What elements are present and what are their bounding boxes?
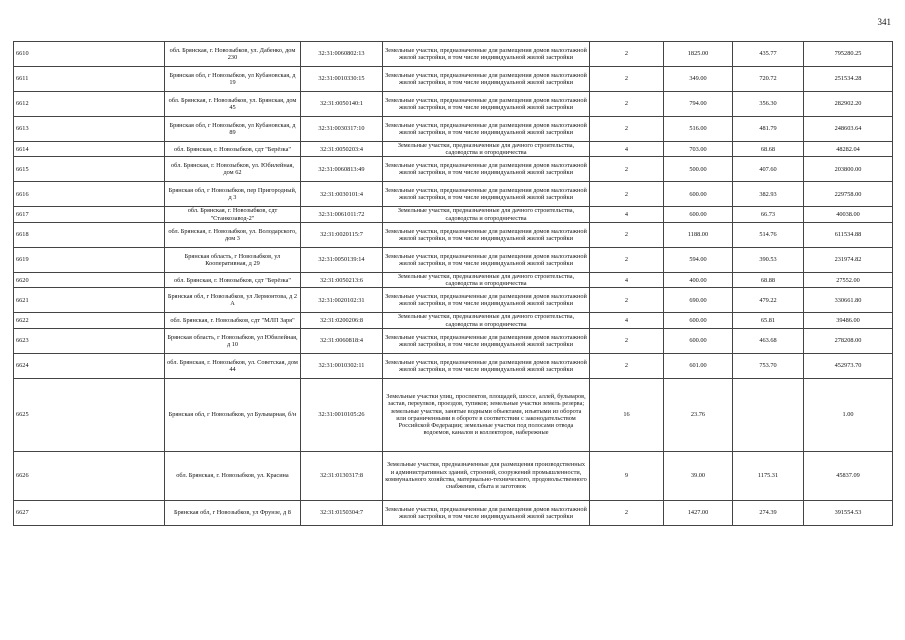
area-cell: 500.00 (664, 157, 733, 182)
address-cell: Брянская обл, г Новозыбков, ул Кубановская, д 89 (165, 117, 301, 142)
cadastral-number-cell: 32:31:0060818:4 (301, 328, 383, 353)
use-group-code-cell: 2 (590, 92, 664, 117)
cadastral-number-cell: 32:31:0010105:26 (301, 378, 383, 451)
cadastral-number-cell: 32:31:0030101:4 (301, 182, 383, 207)
row-number-cell: 6620 (14, 272, 165, 287)
area-cell: 600.00 (664, 207, 733, 222)
land-use-cell: Земельные участки, предназначенные для дачного строительства, садоводства и огородничества (383, 313, 590, 328)
address-cell: Брянская область, г Новозыбков, ул Юбилейная, д 10 (165, 328, 301, 353)
specific-value-cell: 720.72 (733, 67, 804, 92)
use-group-code-cell: 4 (590, 142, 664, 157)
use-group-code-cell: 9 (590, 451, 664, 500)
area-cell: 601.00 (664, 353, 733, 378)
cadastral-value-cell: 229758.00 (804, 182, 893, 207)
area-cell: 794.00 (664, 92, 733, 117)
table-row (14, 207, 893, 222)
specific-value-cell: 479.22 (733, 288, 804, 313)
row-number-cell: 6612 (14, 92, 165, 117)
cadastral-value-cell: 611534.88 (804, 222, 893, 247)
use-group-code-cell: 2 (590, 247, 664, 272)
address-cell: Брянская обл, г Новозыбков, пер Пригородный, д 3 (165, 182, 301, 207)
specific-value-cell: 753.70 (733, 353, 804, 378)
row-number-cell: 6618 (14, 222, 165, 247)
table-row (14, 272, 893, 287)
row-number-cell: 6623 (14, 328, 165, 353)
land-use-cell: Земельные участки, предназначенные для размещения производственных и административных зданий, строений, сооружений промышленности, коммунального хозяйства, материально-технического, продовольственного снабжения, сбыта и заготовок (383, 451, 590, 500)
use-group-code-cell: 2 (590, 67, 664, 92)
specific-value-cell: 382.93 (733, 182, 804, 207)
specific-value-cell (733, 378, 804, 451)
land-use-cell: Земельные участки, предназначенные для размещения домов малоэтажной жилой застройки, в том числе индивидуальной жилой застройки (383, 247, 590, 272)
row-number-cell: 6619 (14, 247, 165, 272)
use-group-code-cell: 4 (590, 272, 664, 287)
table-row (14, 117, 893, 142)
land-use-cell: Земельные участки улиц, проспектов, площадей, шоссе, аллей, бульваров, застав, переулков, проездов, тупиков; земельные участки земель резерва; земельные участки, занятые водными объектами, изъятыми из оборота или ограниченными в обороте в соответствии с законодательством Российской Федерации; земельные участки под полосами отвода водоемов, каналов и коллекторов, набережные (383, 378, 590, 451)
area-cell: 1825.00 (664, 42, 733, 67)
area-cell: 400.00 (664, 272, 733, 287)
use-group-code-cell: 2 (590, 222, 664, 247)
table-row (14, 353, 893, 378)
address-cell: обл. Брянская, г. Новозыбков, сдт "МЛП Заря" (165, 313, 301, 328)
cadastral-value-cell: 1.00 (804, 378, 893, 451)
cadastral-value-cell: 27552.00 (804, 272, 893, 287)
cadastral-number-cell: 32:31:0060802:13 (301, 42, 383, 67)
table-row (14, 42, 893, 67)
table-body (14, 42, 893, 526)
cadastral-number-cell: 32:31:0060813:49 (301, 157, 383, 182)
cadastral-value-cell: 231974.82 (804, 247, 893, 272)
row-number-cell: 6626 (14, 451, 165, 500)
land-use-cell: Земельные участки, предназначенные для дачного строительства, садоводства и огородничества (383, 142, 590, 157)
row-number-cell: 6614 (14, 142, 165, 157)
address-cell: Брянская обл, г Новозыбков, ул Лермонтова, д 2 А (165, 288, 301, 313)
specific-value-cell: 463.68 (733, 328, 804, 353)
land-use-cell: Земельные участки, предназначенные для размещения домов малоэтажной жилой застройки, в том числе индивидуальной жилой застройки (383, 353, 590, 378)
use-group-code-cell: 2 (590, 182, 664, 207)
cadastral-value-cell: 282902.20 (804, 92, 893, 117)
specific-value-cell: 66.73 (733, 207, 804, 222)
specific-value-cell: 356.30 (733, 92, 804, 117)
table-row (14, 222, 893, 247)
cadastral-number-cell: 32:31:0130317:8 (301, 451, 383, 500)
address-cell: обл. Брянская, г. Новозыбков, ул. Брянская, дом 45 (165, 92, 301, 117)
use-group-code-cell: 4 (590, 207, 664, 222)
area-cell: 349.00 (664, 67, 733, 92)
cadastral-number-cell: 32:31:0010330:15 (301, 67, 383, 92)
land-use-cell: Земельные участки, предназначенные для размещения домов малоэтажной жилой застройки, в том числе индивидуальной жилой застройки (383, 500, 590, 525)
use-group-code-cell: 2 (590, 500, 664, 525)
page-number: 341 (877, 17, 891, 27)
land-use-cell: Земельные участки, предназначенные для размещения домов малоэтажной жилой застройки, в том числе индивидуальной жилой застройки (383, 222, 590, 247)
row-number-cell: 6615 (14, 157, 165, 182)
row-number-cell: 6624 (14, 353, 165, 378)
cadastral-number-cell: 32:31:0010302:11 (301, 353, 383, 378)
address-cell: обл. Брянская, г. Новозыбков, ул. Дабенко, дом 230 (165, 42, 301, 67)
land-use-cell: Земельные участки, предназначенные для дачного строительства, садоводства и огородничества (383, 207, 590, 222)
table-row (14, 157, 893, 182)
address-cell: обл. Брянская, г. Новозыбков, сдт "Берёзка" (165, 142, 301, 157)
cadastral-value-cell: 203800.00 (804, 157, 893, 182)
cadastral-number-cell: 32:31:0050213:6 (301, 272, 383, 287)
cadastral-value-table (13, 41, 893, 526)
use-group-code-cell: 2 (590, 42, 664, 67)
use-group-code-cell: 2 (590, 353, 664, 378)
specific-value-cell: 65.81 (733, 313, 804, 328)
cadastral-number-cell: 32:31:0020102:31 (301, 288, 383, 313)
address-cell: обл. Брянская, г. Новозыбков, сдт "Станкозавод-2" (165, 207, 301, 222)
cadastral-number-cell: 32:31:0050139:14 (301, 247, 383, 272)
area-cell: 690.00 (664, 288, 733, 313)
row-number-cell: 6611 (14, 67, 165, 92)
cadastral-value-cell: 391554.53 (804, 500, 893, 525)
use-group-code-cell: 4 (590, 313, 664, 328)
use-group-code-cell: 2 (590, 288, 664, 313)
cadastral-value-cell: 330661.80 (804, 288, 893, 313)
land-use-cell: Земельные участки, предназначенные для размещения домов малоэтажной жилой застройки, в том числе индивидуальной жилой застройки (383, 117, 590, 142)
cadastral-value-cell: 248603.64 (804, 117, 893, 142)
land-use-cell: Земельные участки, предназначенные для размещения домов малоэтажной жилой застройки, в том числе индивидуальной жилой застройки (383, 92, 590, 117)
address-cell: Брянская обл, г Новозыбков, ул Кубановская, д 19 (165, 67, 301, 92)
land-use-cell: Земельные участки, предназначенные для размещения домов малоэтажной жилой застройки, в том числе индивидуальной жилой застройки (383, 157, 590, 182)
row-number-cell: 6616 (14, 182, 165, 207)
table-row (14, 247, 893, 272)
cadastral-number-cell: 32:31:0150304:7 (301, 500, 383, 525)
use-group-code-cell: 2 (590, 117, 664, 142)
table-row (14, 288, 893, 313)
area-cell: 594.00 (664, 247, 733, 272)
address-cell: обл. Брянская, г. Новозыбков, сдт "Берёзка" (165, 272, 301, 287)
address-cell: Брянская обл, г Новозыбков, ул Фрунзе, д 8 (165, 500, 301, 525)
table-row (14, 142, 893, 157)
cadastral-value-cell: 452973.70 (804, 353, 893, 378)
address-cell: обл. Брянская, г. Новозыбков, ул. Красина (165, 451, 301, 500)
area-cell: 1427.00 (664, 500, 733, 525)
land-use-cell: Земельные участки, предназначенные для размещения домов малоэтажной жилой застройки, в том числе индивидуальной жилой застройки (383, 42, 590, 67)
cadastral-number-cell: 32:31:0030317:10 (301, 117, 383, 142)
row-number-cell: 6617 (14, 207, 165, 222)
table-row (14, 328, 893, 353)
area-cell: 703.00 (664, 142, 733, 157)
area-cell: 600.00 (664, 182, 733, 207)
land-use-cell: Земельные участки, предназначенные для размещения домов малоэтажной жилой застройки, в том числе индивидуальной жилой застройки (383, 182, 590, 207)
table-row (14, 67, 893, 92)
cadastral-number-cell: 32:31:0200206:8 (301, 313, 383, 328)
area-cell: 23.76 (664, 378, 733, 451)
land-use-cell: Земельные участки, предназначенные для дачного строительства, садоводства и огородничества (383, 272, 590, 287)
cadastral-value-cell: 40038.00 (804, 207, 893, 222)
address-cell: обл. Брянская, г. Новозыбков, ул. Советская, дом 44 (165, 353, 301, 378)
row-number-cell: 6613 (14, 117, 165, 142)
specific-value-cell: 1175.31 (733, 451, 804, 500)
cadastral-number-cell: 32:31:0050140:1 (301, 92, 383, 117)
row-number-cell: 6627 (14, 500, 165, 525)
specific-value-cell: 390.53 (733, 247, 804, 272)
land-use-cell: Земельные участки, предназначенные для размещения домов малоэтажной жилой застройки, в том числе индивидуальной жилой застройки (383, 67, 590, 92)
table-row (14, 313, 893, 328)
cadastral-value-cell: 48282.04 (804, 142, 893, 157)
table-row (14, 182, 893, 207)
land-use-cell: Земельные участки, предназначенные для размещения домов малоэтажной жилой застройки, в том числе индивидуальной жилой застройки (383, 288, 590, 313)
specific-value-cell: 274.39 (733, 500, 804, 525)
specific-value-cell: 435.77 (733, 42, 804, 67)
table-row (14, 451, 893, 500)
area-cell: 600.00 (664, 313, 733, 328)
table-row (14, 500, 893, 525)
cadastral-value-cell: 39486.00 (804, 313, 893, 328)
specific-value-cell: 481.79 (733, 117, 804, 142)
address-cell: Брянская обл, г Новозыбков, ул Бульварная, б/н (165, 378, 301, 451)
area-cell: 516.00 (664, 117, 733, 142)
specific-value-cell: 68.68 (733, 142, 804, 157)
address-cell: обл. Брянская, г. Новозыбков, ул. Володарского, дом 3 (165, 222, 301, 247)
cadastral-value-cell: 795280.25 (804, 42, 893, 67)
cadastral-value-cell: 45837.09 (804, 451, 893, 500)
address-cell: Брянская область, г Новозыбков, ул Кооперативная, д 29 (165, 247, 301, 272)
table-row (14, 92, 893, 117)
use-group-code-cell: 2 (590, 328, 664, 353)
area-cell: 39.00 (664, 451, 733, 500)
specific-value-cell: 514.76 (733, 222, 804, 247)
land-use-cell: Земельные участки, предназначенные для размещения домов малоэтажной жилой застройки, в том числе индивидуальной жилой застройки (383, 328, 590, 353)
cadastral-value-cell: 278208.00 (804, 328, 893, 353)
row-number-cell: 6622 (14, 313, 165, 328)
area-cell: 1188.00 (664, 222, 733, 247)
row-number-cell: 6625 (14, 378, 165, 451)
area-cell: 600.00 (664, 328, 733, 353)
use-group-code-cell: 2 (590, 157, 664, 182)
cadastral-value-cell: 251534.28 (804, 67, 893, 92)
address-cell: обл. Брянская, г. Новозыбков, ул. Юбилейная, дом 62 (165, 157, 301, 182)
cadastral-number-cell: 32:31:0061011:72 (301, 207, 383, 222)
specific-value-cell: 407.60 (733, 157, 804, 182)
use-group-code-cell: 16 (590, 378, 664, 451)
cadastral-number-cell: 32:31:0020115:7 (301, 222, 383, 247)
cadastral-number-cell: 32:31:0050203:4 (301, 142, 383, 157)
table-row (14, 378, 893, 451)
specific-value-cell: 68.88 (733, 272, 804, 287)
row-number-cell: 6610 (14, 42, 165, 67)
row-number-cell: 6621 (14, 288, 165, 313)
